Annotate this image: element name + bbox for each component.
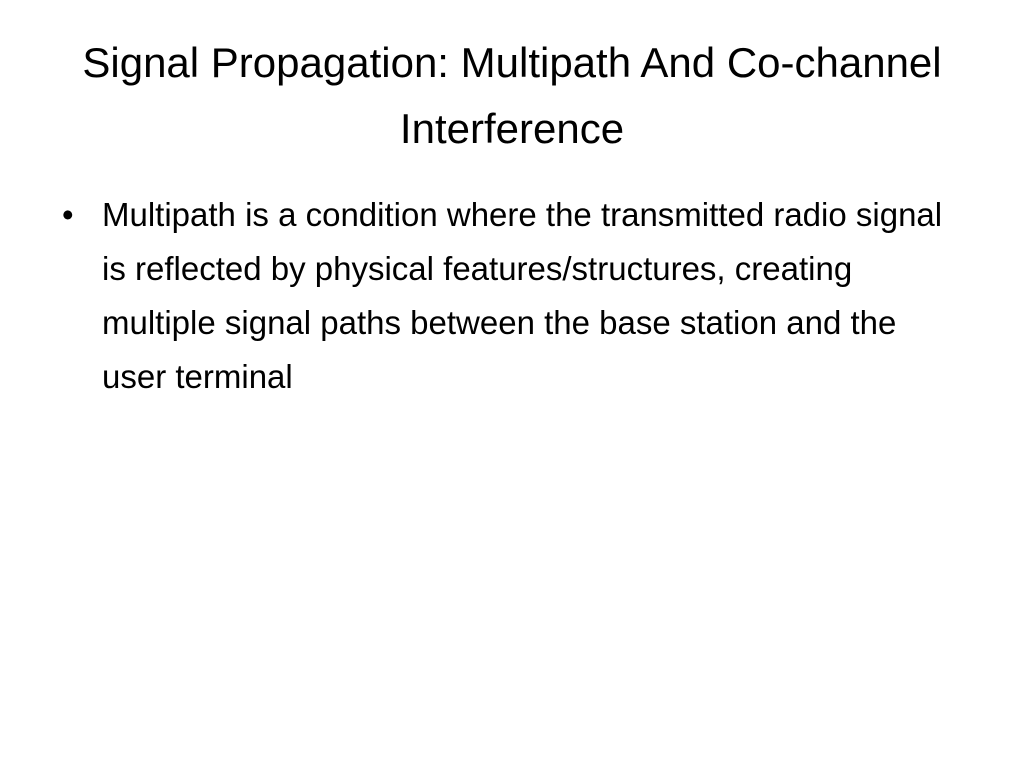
bullet-item [60,188,960,404]
bullet-text: Multipath is a condition where the transmitted radio signal is reflected by physical features/structures, creating multiple signal paths between the base station and the user terminal [102,196,943,395]
bullet-list [60,188,960,404]
bullet-marker-icon: • [62,196,74,233]
slide-title: Signal Propagation: Multipath And Co-channel Interference [82,39,942,152]
